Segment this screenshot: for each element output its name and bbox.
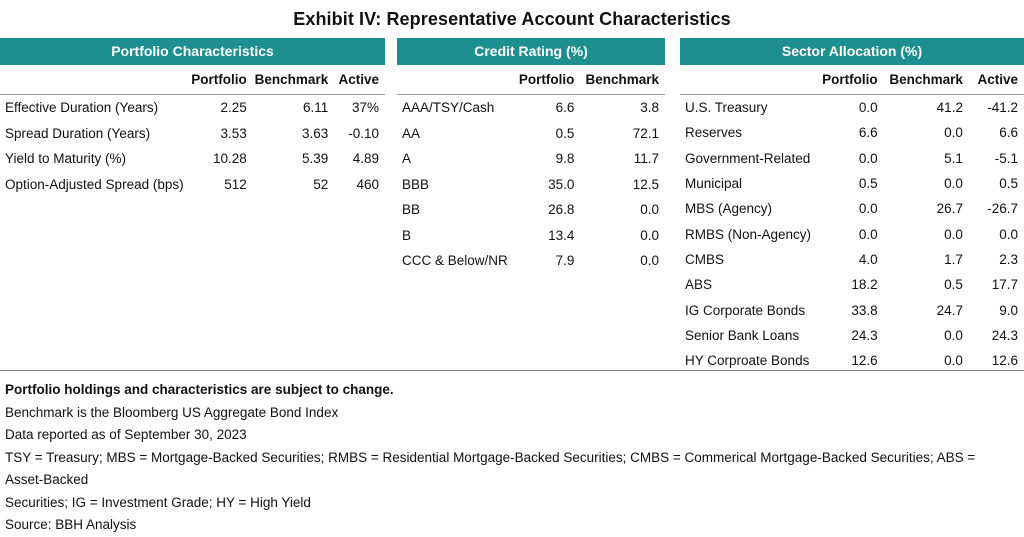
table-row <box>680 323 1024 348</box>
table-cell: 6.11 <box>302 100 329 116</box>
row-label: Municipal <box>685 176 743 192</box>
table-cell: 0.0 <box>944 125 963 141</box>
credit-rating-table <box>397 65 665 274</box>
table-cell: 4.0 <box>858 251 878 267</box>
table-cell: 12.5 <box>632 176 659 192</box>
table-cell: 72.1 <box>632 125 659 141</box>
table-row <box>680 196 1024 221</box>
row-label: B <box>402 227 412 243</box>
table-header-row <box>680 65 1024 95</box>
table-cell: 0.0 <box>640 227 659 243</box>
table-cell: 2.25 <box>220 100 247 116</box>
table-cell: 12.6 <box>851 353 878 369</box>
table-cell: 17.7 <box>991 277 1018 293</box>
portfolio-characteristics-table <box>0 65 385 197</box>
table-cell: 12.6 <box>991 353 1018 369</box>
table-row <box>680 272 1024 297</box>
table-cell: 0.0 <box>944 327 963 343</box>
row-label: BBB <box>402 176 430 192</box>
table-cell: 9.8 <box>555 151 575 167</box>
table-cell: 35.0 <box>548 176 575 192</box>
table-cell: 6.6 <box>858 125 878 141</box>
row-label: BB <box>402 202 421 218</box>
table-cell: 0.5 <box>944 277 963 293</box>
table-cell: -26.7 <box>987 201 1018 217</box>
table-row <box>0 172 385 198</box>
table-cell: 0.0 <box>858 100 878 116</box>
table-cell: 33.8 <box>851 302 878 318</box>
column-header: Active <box>969 65 1024 95</box>
table-cell: 1.7 <box>944 251 963 267</box>
sector-allocation-table <box>680 65 1024 373</box>
row-label: Reserves <box>685 125 743 141</box>
table-cell: 37% <box>351 100 379 116</box>
column-header: Benchmark <box>884 65 969 95</box>
column-header: Benchmark <box>580 65 665 95</box>
table-cell: 24.3 <box>991 327 1018 343</box>
table-cell: 26.8 <box>548 202 575 218</box>
table-row <box>397 146 665 172</box>
footnotes <box>5 379 1005 537</box>
row-label: CMBS <box>685 251 725 267</box>
table-cell: 0.0 <box>640 202 659 218</box>
sector-allocation-header: Sector Allocation (%) <box>680 38 1024 65</box>
table-row <box>397 248 665 274</box>
sector-allocation-panel <box>680 38 1024 373</box>
footnote-source: Source: BBH Analysis <box>5 517 137 532</box>
table-cell: 0.5 <box>999 176 1018 192</box>
table-cell: 0.0 <box>858 201 878 217</box>
footnote-abbreviations-cont: Securities; IG = Investment Grade; HY = High Yield <box>5 494 311 510</box>
table-cell: 9.0 <box>999 302 1018 318</box>
row-label: Yield to Maturity (%) <box>5 151 127 167</box>
table-cell: 4.89 <box>352 151 379 167</box>
column-header: Active <box>334 65 385 95</box>
table-row <box>0 121 385 147</box>
table-row <box>680 247 1024 272</box>
table-row <box>397 197 665 223</box>
credit-rating-panel <box>397 38 665 274</box>
table-row <box>0 146 385 172</box>
table-cell: 512 <box>224 176 247 192</box>
column-header: Portfolio <box>190 65 253 95</box>
portfolio-characteristics-panel <box>0 38 385 197</box>
table-cell: 0.0 <box>640 253 659 269</box>
column-header: Benchmark <box>253 65 334 95</box>
column-header <box>397 65 514 95</box>
table-cell: 0.0 <box>944 226 963 242</box>
table-row <box>680 120 1024 145</box>
footnote-benchmark: Benchmark is the Bloomberg US Aggregate Bond Index <box>5 404 339 420</box>
table-cell: 0.0 <box>858 226 878 242</box>
table-cell: 18.2 <box>851 277 878 293</box>
table-row <box>680 146 1024 171</box>
table-cell: -41.2 <box>987 100 1018 116</box>
column-header <box>0 65 190 95</box>
table-cell: 11.7 <box>633 151 659 167</box>
table-cell: 2.3 <box>999 251 1018 267</box>
column-header <box>680 65 817 95</box>
table-cell: 0.0 <box>858 150 878 166</box>
table-cell: 10.28 <box>212 151 247 167</box>
table-cell: 3.8 <box>640 100 659 116</box>
table-cell: 5.39 <box>301 151 329 167</box>
table-cell: 26.7 <box>936 201 963 217</box>
row-label: Government-Related <box>685 150 811 166</box>
table-cell: 13.4 <box>548 227 575 243</box>
table-cell: 52 <box>313 176 329 192</box>
footnote-date: Data reported as of September 30, 2023 <box>5 427 247 442</box>
table-cell: 24.7 <box>936 302 963 318</box>
table-cell: 0.0 <box>944 176 963 192</box>
table-row <box>680 171 1024 196</box>
table-header-row <box>0 65 385 95</box>
table-cell: 0.0 <box>944 353 963 369</box>
table-cell: 6.6 <box>999 125 1018 141</box>
row-label: IG Corporate Bonds <box>685 302 806 318</box>
table-cell: -5.1 <box>994 150 1018 166</box>
table-row <box>397 172 665 198</box>
row-label: RMBS (Non-Agency) <box>685 226 812 242</box>
table-cell: 3.53 <box>220 125 247 141</box>
table-header-row <box>397 65 665 95</box>
row-label: AAA/TSY/Cash <box>402 100 495 116</box>
table-cell: 5.1 <box>944 150 963 166</box>
row-label: MBS (Agency) <box>685 201 773 217</box>
table-cell: 24.3 <box>851 327 878 343</box>
table-row <box>680 297 1024 322</box>
exhibit-title: Exhibit IV: Representative Account Characteristics <box>293 9 731 29</box>
table-cell: 7.9 <box>555 253 575 269</box>
credit-rating-header: Credit Rating (%) <box>397 38 665 65</box>
row-label: U.S. Treasury <box>685 100 768 116</box>
table-row <box>0 95 385 121</box>
table-row <box>397 95 665 121</box>
footnote-abbreviations: TSY = Treasury; MBS = Mortgage-Backed Securities; RMBS = Residential Mortgage-Backed Securities; CMBS = Commerical Mortgage-Backed Securities; ABS = Asset-Backed <box>5 449 976 487</box>
table-row <box>397 121 665 147</box>
table-cell: 6.6 <box>555 100 575 116</box>
row-label: Spread Duration (Years) <box>5 125 151 141</box>
table-cell: 0.0 <box>999 226 1018 242</box>
table-row <box>680 95 1024 121</box>
row-label: A <box>402 151 412 167</box>
row-label: ABS <box>685 277 713 293</box>
table-cell: 41.2 <box>936 100 963 116</box>
row-label: CCC & Below/NR <box>402 253 508 269</box>
column-header: Portfolio <box>514 65 581 95</box>
table-cell: 0.5 <box>858 176 878 192</box>
row-label: Senior Bank Loans <box>685 327 800 343</box>
table-row <box>397 223 665 249</box>
footnote-divider <box>0 370 1024 371</box>
table-cell: 0.5 <box>555 125 575 141</box>
portfolio-characteristics-header: Portfolio Characteristics <box>0 38 385 65</box>
table-cell: -0.10 <box>348 125 379 141</box>
row-label: AA <box>402 125 421 141</box>
row-label: Option-Adjusted Spread (bps) <box>5 176 184 192</box>
row-label: HY Corproate Bonds <box>685 353 810 369</box>
table-cell: 3.63 <box>301 125 329 141</box>
column-header: Portfolio <box>817 65 884 95</box>
row-label: Effective Duration (Years) <box>5 100 159 116</box>
footnote-disclaimer: Portfolio holdings and characteristics are subject to change. <box>5 382 394 397</box>
table-row <box>680 221 1024 246</box>
table-cell: 460 <box>356 176 379 192</box>
